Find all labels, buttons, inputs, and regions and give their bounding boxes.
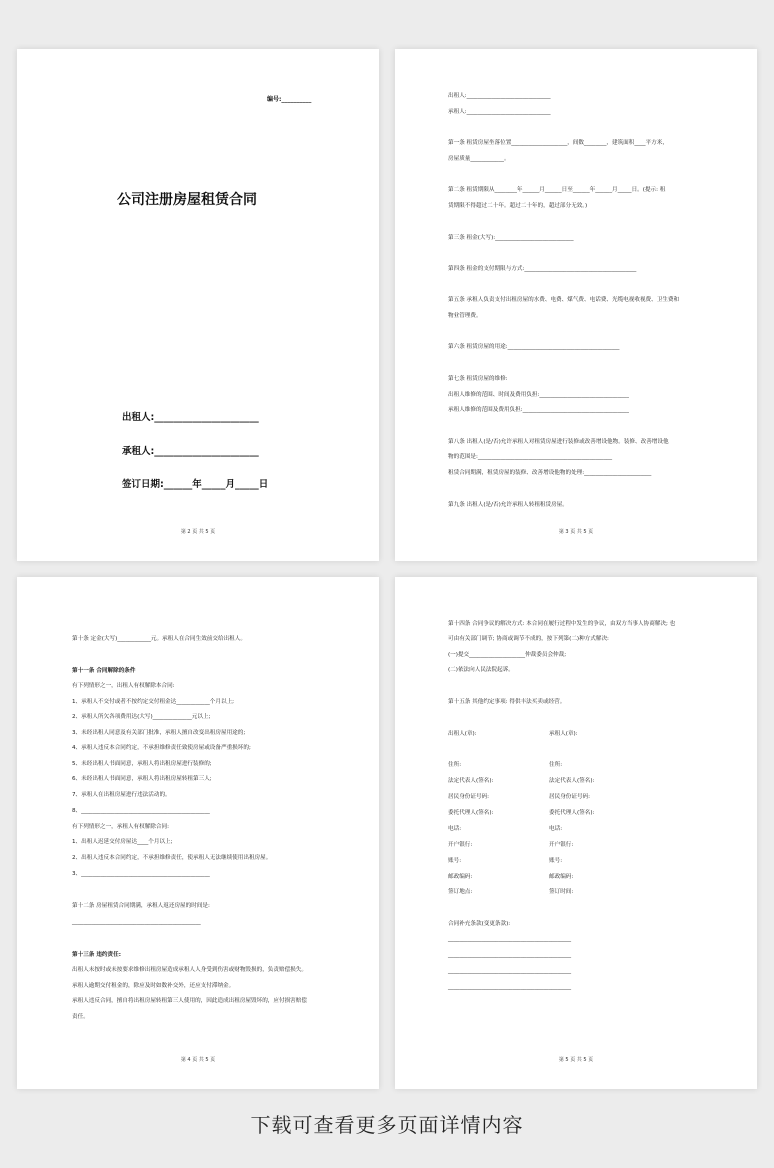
party-field: 委托代理人(签名): — [448, 810, 494, 816]
download-caption: 下载可查看更多页面详情内容 — [250, 1113, 524, 1137]
text-line: 出租人维修的范围、时间及费用负担:________________________________ — [448, 392, 629, 398]
text-line: 3、未经出租人同意及有关部门批准，承租人擅自改变出租房屋用途的; — [72, 730, 246, 736]
text-line: 出租人未按时或未按要求维修出租房屋造成承租人人身受到伤害或财物毁损的，负责赔偿损失。 — [72, 967, 307, 973]
page-footer: 第 5 页 共 5 页 — [558, 1057, 594, 1063]
supplement-line: ____________________________________________ — [448, 952, 572, 958]
lessee-line: 承租人:______________________ — [122, 446, 259, 457]
text-line: (二)依法向人民法院起诉。 — [448, 667, 514, 673]
text-line: 6、未经出租人书面同意，承租人将出租房屋转租第三人; — [72, 776, 212, 782]
text-line: 第九条 出租人(是/否)允许承租人转租租赁房屋。 — [448, 502, 568, 508]
party-field: 住所: — [448, 762, 462, 768]
text-line: 有下列情形之一，出租人有权解除本合同: — [72, 683, 175, 689]
party-field: 居民身份证号码: — [448, 794, 490, 800]
contract-title: 公司注册房屋租赁合同 — [117, 192, 257, 208]
contract-cover-page — [17, 49, 379, 561]
text-line: 8、______________________________________________ — [72, 808, 210, 814]
supplement-line: ____________________________________________ — [448, 984, 572, 990]
page-footer: 第 2 页 共 5 页 — [180, 529, 216, 535]
page-footer: 第 4 页 共 5 页 — [180, 1057, 216, 1063]
text-line: 第七条 租赁房屋的维修: — [448, 376, 508, 382]
text-line: 出租人:______________________________ — [448, 93, 551, 99]
text-line: 1、承租人不交付或者不按约定交付租金达____________个月以上; — [72, 699, 235, 705]
text-line: 承租人逾期交付租金的，除应及时如数补交外，还应支付滞纳金。 — [72, 983, 235, 989]
text-line: 物业管理费。 — [448, 313, 482, 319]
page-footer: 第 3 页 共 5 页 — [558, 529, 594, 535]
text-line: 7、承租人在出租房屋进行违法活动的。 — [72, 792, 171, 798]
text-line: (一)提交____________________仲裁委员会仲裁; — [448, 652, 567, 658]
section-heading: 第十一条 合同解除的条件 — [72, 668, 136, 674]
text-line: ______________________________________________ — [72, 919, 201, 925]
text-line: 4、承租人违反本合同约定，不承担维修责任致使房屋或设备严重损坏的; — [72, 745, 251, 751]
text-line: 2、出租人违反本合同约定，不承担维修责任，使承租人无法继续使用出租房屋。 — [72, 855, 272, 861]
party-field: 居民身份证号码: — [549, 794, 591, 800]
text-line: 2、承租人所欠各项费用达(大写)______________元以上; — [72, 714, 211, 720]
text-line: 第十五条 其他约定事项: 得供丰法买卖或经营。 — [448, 699, 566, 705]
text-line: 赁期限不得超过二十年。超过二十年的，超过部分无效。) — [448, 203, 588, 209]
text-line: 有下列情形之一，承租人有权解除合同: — [72, 824, 169, 830]
text-line: 5、未经出租人书面同意，承租人将出租房屋进行装修的; — [72, 761, 212, 767]
party-field: 开户银行: — [448, 842, 473, 848]
section-heading: 第十三条 违约责任: — [72, 952, 121, 958]
text-line: 第二条 租赁期限从________年______月______日至______年______月_____日。(提示: 租 — [448, 187, 666, 193]
text-line: 1、出租人迟延交付房屋达____个月以上; — [72, 839, 173, 845]
party-field: 签订时间: — [549, 889, 574, 895]
party-field: 电话: — [549, 826, 563, 832]
text-line: 承租人维修的范围及费用负担:______________________________________ — [448, 407, 629, 413]
party-field: 委托代理人(签名): — [549, 810, 595, 816]
text-line: 承租人违反合同，擅自将出租房屋转租第三人使用的，因此造成出租房屋毁坏的，应付损害赔偿 — [72, 998, 307, 1004]
party-field: 账号: — [448, 858, 462, 864]
party-field: 开户银行: — [549, 842, 574, 848]
text-line: 第六条 租赁房屋的用途:________________________________________ — [448, 344, 620, 350]
contract-number: 编号:__________ — [267, 96, 312, 103]
text-line: 第四条 租金的支付期限与方式:________________________________________ — [448, 266, 637, 272]
party-field: 签订地点: — [448, 889, 473, 895]
party-field: 承租人(章): — [549, 731, 578, 737]
party-field: 邮政编码: — [448, 874, 473, 880]
text-line: 租赁合同期满，租赁房屋的装修、改善增设他物的处理:________________________ — [448, 470, 652, 476]
party-field: 出租人(章): — [448, 731, 477, 737]
contract-page-3 — [395, 49, 757, 561]
text-line: 第五条 承租人负责支付出租房屋的水费、电费、煤气费、电话费、光缆电视收视费、卫生费和 — [448, 297, 680, 303]
text-line: 承租人:______________________________ — [448, 109, 551, 115]
party-field: 账号: — [549, 858, 563, 864]
party-field: 电话: — [448, 826, 462, 832]
party-field: 法定代表人(签名): — [549, 778, 595, 784]
text-line: 3、______________________________________________ — [72, 871, 210, 877]
supplement-line: ____________________________________________ — [448, 936, 572, 942]
text-line: 第十条 定金(大写)____________元。承租人在合同生效前交给出租人。 — [72, 636, 246, 642]
contract-page-4 — [17, 577, 379, 1089]
text-line: 第十二条 房屋租赁合同期满，承租人返还房屋的时间是: — [72, 903, 210, 909]
text-line: 房屋质量____________。 — [448, 156, 510, 162]
text-line: 第三条 租金(大写):____________________________ — [448, 235, 574, 241]
party-field: 法定代表人(签名): — [448, 778, 494, 784]
sign-date-line: 签订日期:______年_____月_____日 — [122, 479, 269, 490]
lessor-line: 出租人:______________________ — [122, 412, 259, 423]
text-line: 第一条 租赁房屋坐落位置____________________，间数________，建筑面积____平方米， — [448, 140, 668, 146]
text-line: 责任。 — [72, 1014, 89, 1020]
text-line: 第十四条 合同争议的解决方式: 本合同在履行过程中发生的争议，由双方当事人协商解决; 也 — [448, 621, 676, 627]
party-field: 住所: — [549, 762, 563, 768]
contract-page-5 — [395, 577, 757, 1089]
text-line: 第八条 出租人(是/否)允许承租人对租赁房屋进行装修或改善增设他物。装修、改善增设他 — [448, 439, 669, 445]
supplement-line: ____________________________________________ — [448, 968, 572, 974]
supplement-heading: 合同补充条款(变更条款): — [448, 921, 511, 927]
text-line: 可由有关部门调节; 协商或调节不成的，按下列第(二)种方式解决: — [448, 636, 609, 642]
party-field: 邮政编码: — [549, 874, 574, 880]
text-line: 物的范围是:________________________________________________ — [448, 454, 613, 460]
